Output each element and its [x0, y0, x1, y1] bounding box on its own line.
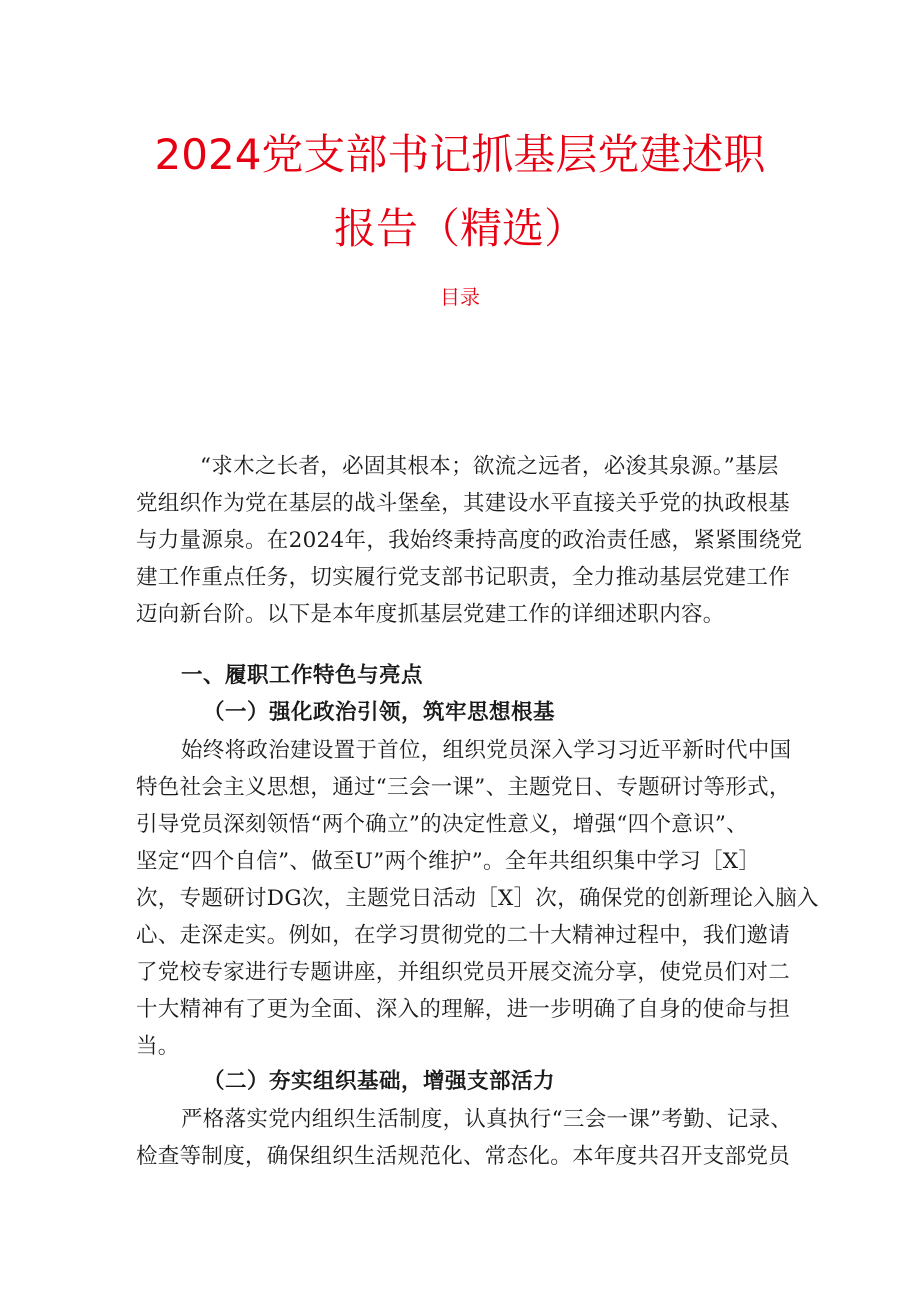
body-line: 坚定“四个自信”、做至U”两个维护”。全年共组织集中学习［X］	[136, 849, 761, 874]
document-title-line1: 2024党支部书记抓基层党建述职	[154, 130, 766, 179]
body-line: 严格落实党内组织生活制度，认真执行“三会一课”考勤、记录、	[181, 1107, 793, 1132]
subsection1-heading: （一）强化政治引领，筑牢思想根基	[203, 700, 556, 725]
intro-line: 党组织作为党在基层的战斗堡垒，其建设水平直接关乎党的执政根基	[136, 491, 791, 516]
subsection2-heading: （二）夯实组织基础，增强支部活力	[203, 1069, 556, 1094]
body-line: 始终将政治建设置于首位，组织党员深入学习习近平新时代中国	[181, 738, 792, 763]
body-line: 次，专题研讨DG次，主题党日活动［X］次，确保党的创新理论入脑入	[136, 886, 819, 911]
body-line: 了党校专家进行专题讲座，并组织党员开展交流分享，使党员们对二	[136, 960, 791, 985]
body-line: 引导党员深刻领悟“两个确立”的决定性意义，增强“四个意识”、	[136, 812, 748, 837]
section1-heading: 一、履职工作特色与亮点	[181, 663, 424, 688]
body-line: 心、走深走实。例如，在学习贯彻党的二十大精神过程中，我们邀请	[136, 923, 791, 948]
body-line: 检查等制度，确保组织生活规范化、常态化。本年度共召开支部党员	[136, 1144, 791, 1169]
body-line: 十大精神有了更为全面、深入的理解，进一步明确了自身的使命与担	[136, 997, 791, 1022]
document-title-line2: 报告（精选）	[333, 204, 586, 253]
intro-line: 迈向新台阶。以下是本年度抓基层党建工作的详细述职内容。	[136, 602, 725, 627]
toc-label: 目录	[440, 285, 480, 309]
body-line: 当。	[136, 1034, 180, 1059]
body-line: 特色社会主义思想，通过“三会一课”、主题党日、专题研讨等形式，	[136, 775, 791, 800]
intro-line: 与力量源泉。在2024年，我始终秉持高度的政治责任感，紧紧围绕党	[136, 528, 803, 553]
intro-line: 建工作重点任务，切实履行党支部书记职责，全力推动基层党建工作	[136, 565, 791, 590]
intro-line: “求木之长者，必固其根本；欲流之远者，必浚其泉源。”基层	[200, 454, 779, 479]
